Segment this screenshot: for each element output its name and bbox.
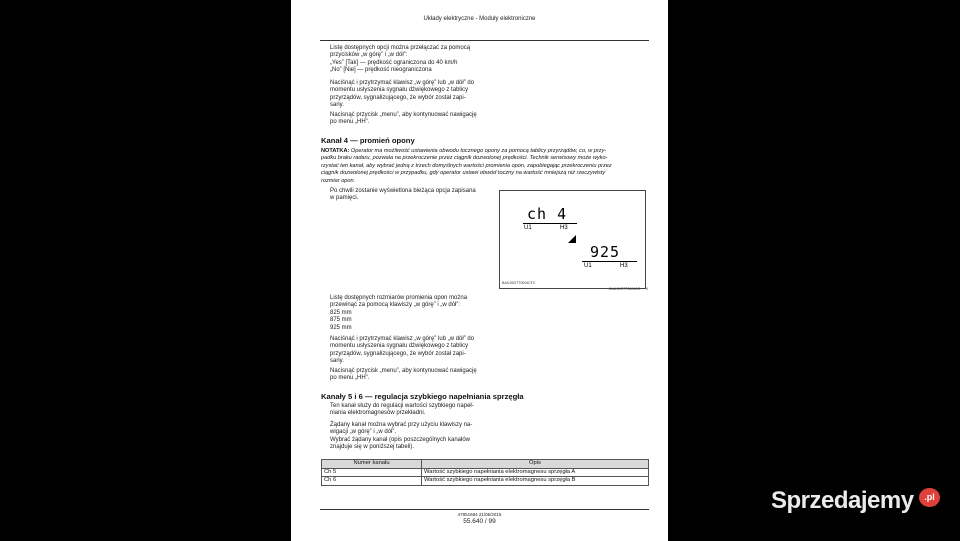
size-option: 825 mm (330, 309, 352, 316)
note-label: NOTATKA: (321, 148, 350, 154)
table-cell: Wartość szybkiego napełniania elektromagnesu sprzęgła A (422, 468, 649, 477)
text-line: momentu usłyszenia sygnału dźwiękowego z tablicy (330, 343, 469, 350)
current-option-paragraph (330, 188, 476, 203)
arrow-icon (567, 234, 577, 244)
text-line: przewinąć za pomocą klawiszy „w górę” i „w dół”: (330, 302, 461, 309)
text-line: Naciśnąć i przytrzymać klawisz „w górę” lub „w dół” do (330, 80, 475, 86)
text-line: Listę dostępnych rozmiarów promienia opon można (330, 295, 468, 301)
footer-page-number: 55.640 / 99 (463, 518, 496, 525)
note-line: rozmiar opon. (321, 177, 356, 184)
figure-number: 9 (646, 287, 648, 291)
table-header-row (322, 460, 649, 469)
size-option: 875 mm (330, 317, 352, 324)
document-page (291, 0, 668, 541)
hold-key-paragraph (330, 80, 474, 110)
channel-table (321, 459, 649, 486)
display-label-h3: H3 (560, 225, 568, 231)
display-channel-readout: ch 4 (527, 205, 568, 223)
display-underline (523, 223, 577, 224)
note-text: Operator ma możliwość ustawienia obwodu tocznego opony za pomocą tablicy przyrządów, co, w przy- (349, 148, 607, 154)
text-line: Ten kanał służy do regulacji wartości szybkiego napeł- (330, 403, 474, 409)
display-value-readout: 925 (590, 243, 621, 261)
watermark-logo-text: Sprzedajemy (771, 487, 914, 514)
size-option: 925 mm (330, 324, 352, 331)
figure-id: BAIL09GTT0004CFC (502, 281, 536, 285)
sizes-intro-paragraph (330, 295, 467, 332)
note-line: ciągnik dozwolonej prędkości w przypadku, gdy operator ustawi obwód toczny na wartość mniejszą niż rzeczywisty (321, 170, 606, 177)
table-row (322, 468, 649, 477)
text-line: po menu „HH”. (330, 375, 370, 382)
note-line: rzystać ten kanał, aby wybrać jedną z trzech domyślnych wartości promienia opon, zapobiegając przekroczeniu przez (321, 162, 612, 169)
hold-key-paragraph-2 (330, 336, 474, 366)
display-label-h3-b: H3 (620, 263, 628, 269)
display-underline-2 (582, 261, 637, 262)
text-line: Nacisnąć przycisk „menu”, aby kontynuować nawigację (330, 368, 477, 374)
menu-paragraph (330, 112, 477, 127)
table-cell: Ch 5 (322, 468, 422, 477)
text-line: „No” [Nie] — prędkość nieograniczona (330, 67, 432, 74)
text-line: momentu usłyszenia sygnału dźwiękowego z tabliсy (330, 87, 469, 94)
text-line: po menu „HH”. (330, 119, 370, 126)
table-row (322, 477, 649, 486)
table-header: Numer kanału (322, 460, 422, 469)
section-heading-channel-4: Kanał 4 — promień opony (321, 136, 415, 145)
table-header: Opis (422, 460, 649, 469)
text-line: Po chwili zostanie wyświetlona bieżąca opcja zapisana (330, 188, 476, 194)
text-line: znajduje się w poniższej tabeli). (330, 444, 415, 451)
text-line: Naciśnąć i przytrzymać klawisz „w górę” lub „w dół” do (330, 336, 475, 342)
note-block (321, 148, 612, 185)
text-line: wigacji „w górę” i „w dół”. (330, 429, 397, 436)
note-line: padku braku radaru, pozwala na przekroczenie przez ciągnik dozwolonej prędkości. Technik serwisowy może wyko- (321, 155, 608, 162)
table-cell: Wartość szybkiego napełniania elektromagnesu sprzęgła B (422, 477, 649, 486)
header-rule (320, 40, 649, 41)
section-heading-channels-5-6: Kanały 5 i 6 — regulacja szybkiego napełniania sprzęgła (321, 392, 524, 401)
text-line: niania elektromagnesów przekładni. (330, 410, 426, 417)
figure-id-right: BAIL09GTT0004CC (609, 287, 641, 291)
text-line: Nacisnąć przycisk „menu”, aby kontynuować nawigację (330, 112, 477, 118)
text-line: przycisków „w górę” i „w dół”: (330, 52, 408, 59)
text-line: Listę dostępnych opcji można przełączać za pomocą (330, 45, 471, 51)
text-line: sany. (330, 358, 344, 365)
text-line: przyrządów, sygnalizującego, że wybór został zapi- (330, 350, 466, 357)
text-line: przyrządów, sygnalizującego, że wybór został zapi- (330, 94, 466, 101)
display-label-u1-b: U1 (584, 263, 592, 269)
text-line: w pamięci. (330, 195, 359, 202)
channel-select-paragraph (330, 422, 472, 452)
text-line: sany. (330, 102, 344, 109)
display-figure (499, 190, 646, 289)
menu-paragraph-2 (330, 368, 477, 383)
footer-rule (320, 509, 649, 510)
watermark-badge: .pl (919, 488, 940, 507)
text-line: Wybrać żądany kanał (opis poszczególnych kanałów (330, 436, 471, 443)
channel-purpose-paragraph (330, 403, 474, 418)
text-line: Żądany kanał można wybrać przy użyciu klawiszy na- (330, 422, 473, 428)
page-header: Układy elektryczne - Moduły elektroniczne (423, 16, 536, 22)
options-paragraph (330, 45, 470, 75)
display-label-u1: U1 (524, 225, 532, 231)
footer-doc-id: 47851684 21/05/2015 (457, 512, 502, 517)
table-cell: Ch 6 (322, 477, 422, 486)
note-line (321, 148, 612, 155)
text-line: „Yes” [Tak] — prędkość ograniczona do 40 km/h (330, 59, 458, 66)
